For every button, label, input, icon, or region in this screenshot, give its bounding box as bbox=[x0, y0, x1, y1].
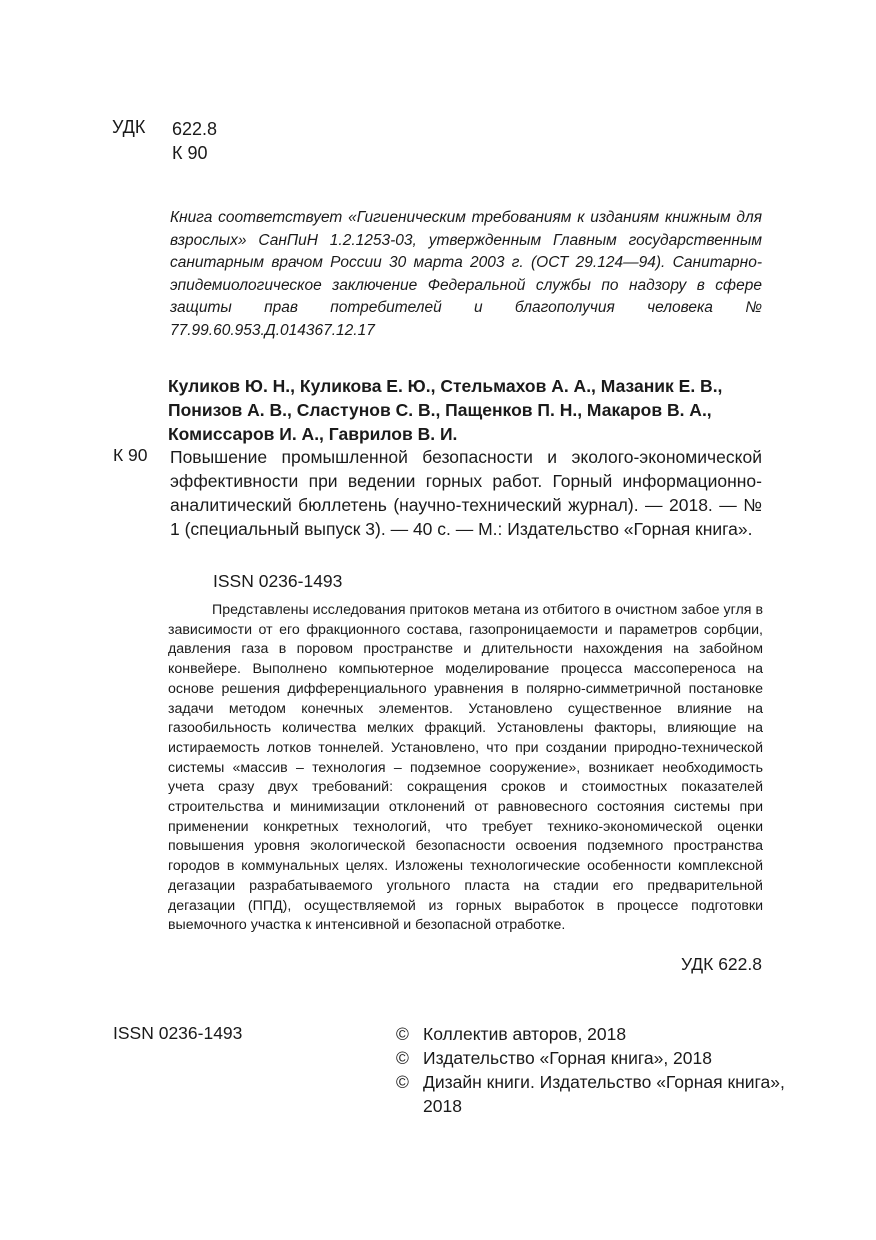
udk-label: УДК bbox=[112, 117, 146, 137]
copyright-text: Издательство «Горная книга», 2018 bbox=[423, 1048, 712, 1068]
copyright-text: Дизайн книги. Издательство «Горная книга», 2018 bbox=[423, 1072, 785, 1116]
copyright-icon: © bbox=[396, 1024, 409, 1044]
hygiene-notice: Книга соответствует «Гигиеническим требованиям к изданиям книжным для взрослых» СанПиН 1.2.1253-03, утвержденным Главным государственным санитарным врачом России 30 марта 2003 г. (ОСТ 29.124—94). Санитарно-эпидемиологическое заключение Федеральной службы по надзору в сфере защиты прав потребителей и благополучия человека № 77.99.60.953.Д.014367.12.17 bbox=[170, 209, 762, 339]
author-mark: К 90 bbox=[172, 143, 208, 163]
entry-mark: К 90 bbox=[113, 445, 148, 465]
abstract bbox=[168, 601, 763, 936]
copyright-icon: © bbox=[396, 1048, 409, 1068]
abstract-text: Представлены исследования притоков метана из отбитого в очистном забое угля в зависимости от его фракционного состава, газопроницаемости и параметров сорбции, давления газа в поровом пространстве и длительности нахождения на забойном конвейере. Выполнено компьютерное моделирование процесса массопереноса на основе решения дифференциального уравнения в полярно-симметричной постановке задачи методом конечных элементов. Установлено существенное влияние на газообильность количества мелких фракций. Установлены факторы, влияющие на истираемость лотков тоннелей. Установлено, что при создании природно-технической системы «массив – технология – подземное сооружение», возникает необходимость учета сразу двух требований: сокращения сроков и стоимостных показателей строительства и минимизации отклонений от равновесного состояния системы при применении конкретных технологий, что требует технико-экономической оценки повышения уровня экологической безопасности освоения подземного пространства городов в коммунальных целях. Изложены технологические особенности комплексной дегазации разрабатываемого угольного пласта на стадии его предварительной дегазации (ППД), осуществляемой из горных выработок в процессе подготовки выемочного участка к интенсивной и безопасной отработке. bbox=[168, 602, 763, 934]
copyright-line bbox=[396, 1022, 796, 1046]
copyright-icon: © bbox=[396, 1072, 409, 1092]
copyright-text: Коллектив авторов, 2018 bbox=[423, 1024, 627, 1044]
issn-bottom: ISSN 0236-1493 bbox=[113, 1023, 243, 1043]
authors-list: Куликов Ю. Н., Куликова Е. Ю., Стельмахов А. А., Мазаник Е. В., Понизов А. В., Сластунов С. В., Пащенков П. Н., Макаров В. А., Комиссаров И. А., Гаврилов В. И. bbox=[168, 376, 723, 444]
udk-bottom: УДК 622.8 bbox=[680, 954, 762, 974]
udk-code: 622.8 bbox=[172, 119, 218, 139]
copyright-line bbox=[396, 1046, 796, 1070]
copyright-line bbox=[396, 1070, 796, 1118]
udk-code-block bbox=[172, 117, 217, 165]
issn-main: ISSN 0236-1493 bbox=[213, 571, 343, 591]
book-title: Повышение промышленной безопасности и эколого-экономической эффективности при ведении горных работ. Горный информационно-аналитический бюллетень (научно-технический журнал). — 2018. — № 1 (специальный выпуск 3). — 40 с. — М.: Издательство «Горная книга». bbox=[170, 447, 762, 539]
copyright-list bbox=[396, 1022, 796, 1118]
